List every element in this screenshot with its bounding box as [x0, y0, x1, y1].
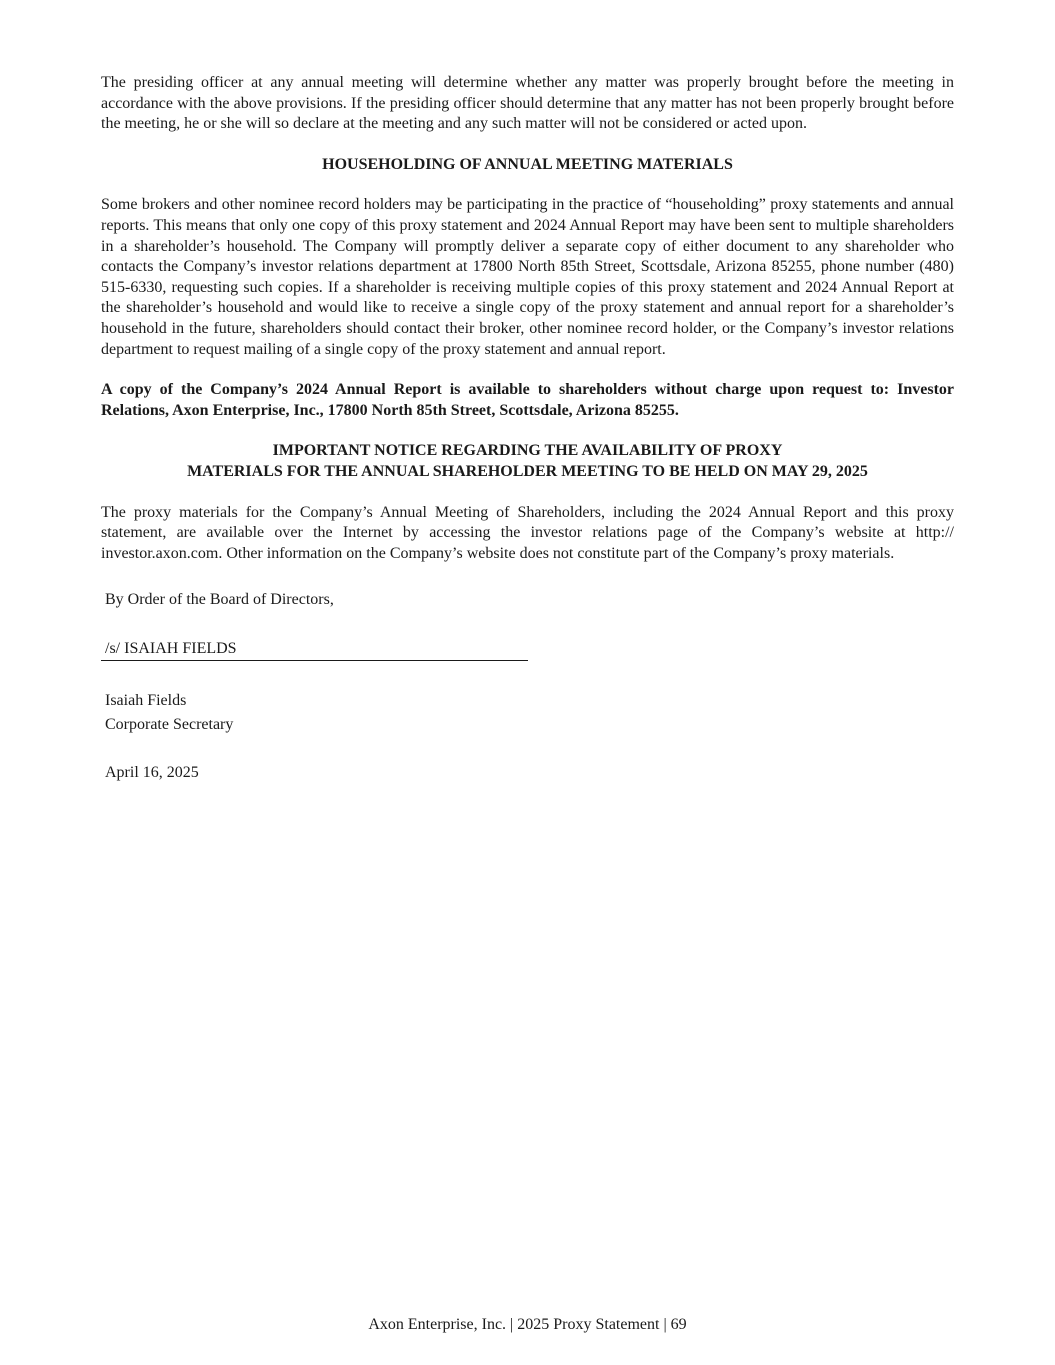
paragraph-presiding-officer: The presiding officer at any annual meeting will determine whether any matter was properly brought before the meeting in accordance with the above provisions. If the presiding officer should determine that any matter has not been properly brought before the meeting, he or she will so declare at the meeting and any such matter will not be considered or acted upon.: [101, 74, 954, 133]
heading-important-notice-line-2: MATERIALS FOR THE ANNUAL SHAREHOLDER MEETING TO BE HELD ON MAY 29, 2025: [187, 462, 868, 480]
page-footer: Axon Enterprise, Inc. | 2025 Proxy Statement | 69: [368, 1316, 687, 1333]
heading-householding: HOUSEHOLDING OF ANNUAL MEETING MATERIALS: [322, 155, 733, 173]
closing-order-line: By Order of the Board of Directors,: [105, 591, 334, 609]
document-page: [101, 73, 954, 785]
signatory-name: Isaiah Fields: [105, 691, 187, 709]
paragraph-annual-report-availability: A copy of the Company’s 2024 Annual Report is available to shareholders without charge upon request to: Investor Relations, Axon Enterprise, Inc., 17800 North 85th Street, Scottsdale, Arizona 85255.: [101, 381, 954, 419]
document-date: April 16, 2025: [105, 763, 199, 781]
paragraph-proxy-materials: The proxy materials for the Company’s Annual Meeting of Shareholders, including the 2024 Annual Report and this proxy statement, are available over the Internet by accessing the investor relations page of the Company’s website at http:// investor.axon.com. Other information on the Company’s website does not constitute part of the Company’s proxy materials.: [101, 503, 954, 562]
heading-important-notice-line-1: IMPORTANT NOTICE REGARDING THE AVAILABILITY OF PROXY: [272, 442, 783, 460]
heading-important-notice: [101, 441, 954, 482]
signature-line: /s/ ISAIAH FIELDS: [101, 639, 528, 661]
signatory-title: Corporate Secretary: [105, 715, 234, 733]
paragraph-householding: Some brokers and other nominee record holders may be participating in the practice of “householding” proxy statements and annual reports. This means that only one copy of this proxy statement and 2024 Annual Report may have been sent to multiple shareholders in a shareholder’s household. The Company will promptly deliver a separate copy of either document to any shareholder who contacts the Company’s investor relations department at 17800 North 85th Street, Scottsdale, Arizona 85255, phone number (480) 515-6330, requesting such copies. If a shareholder is receiving multiple copies of this proxy statement and 2024 Annual Report at the shareholder’s household and would like to receive a single copy of the proxy statement and annual report for a shareholder’s household in the future, shareholders should contact their broker, other nominee record holder, or the Company’s investor relations department to request mailing of a single copy of the proxy statement and annual report.: [101, 196, 954, 358]
